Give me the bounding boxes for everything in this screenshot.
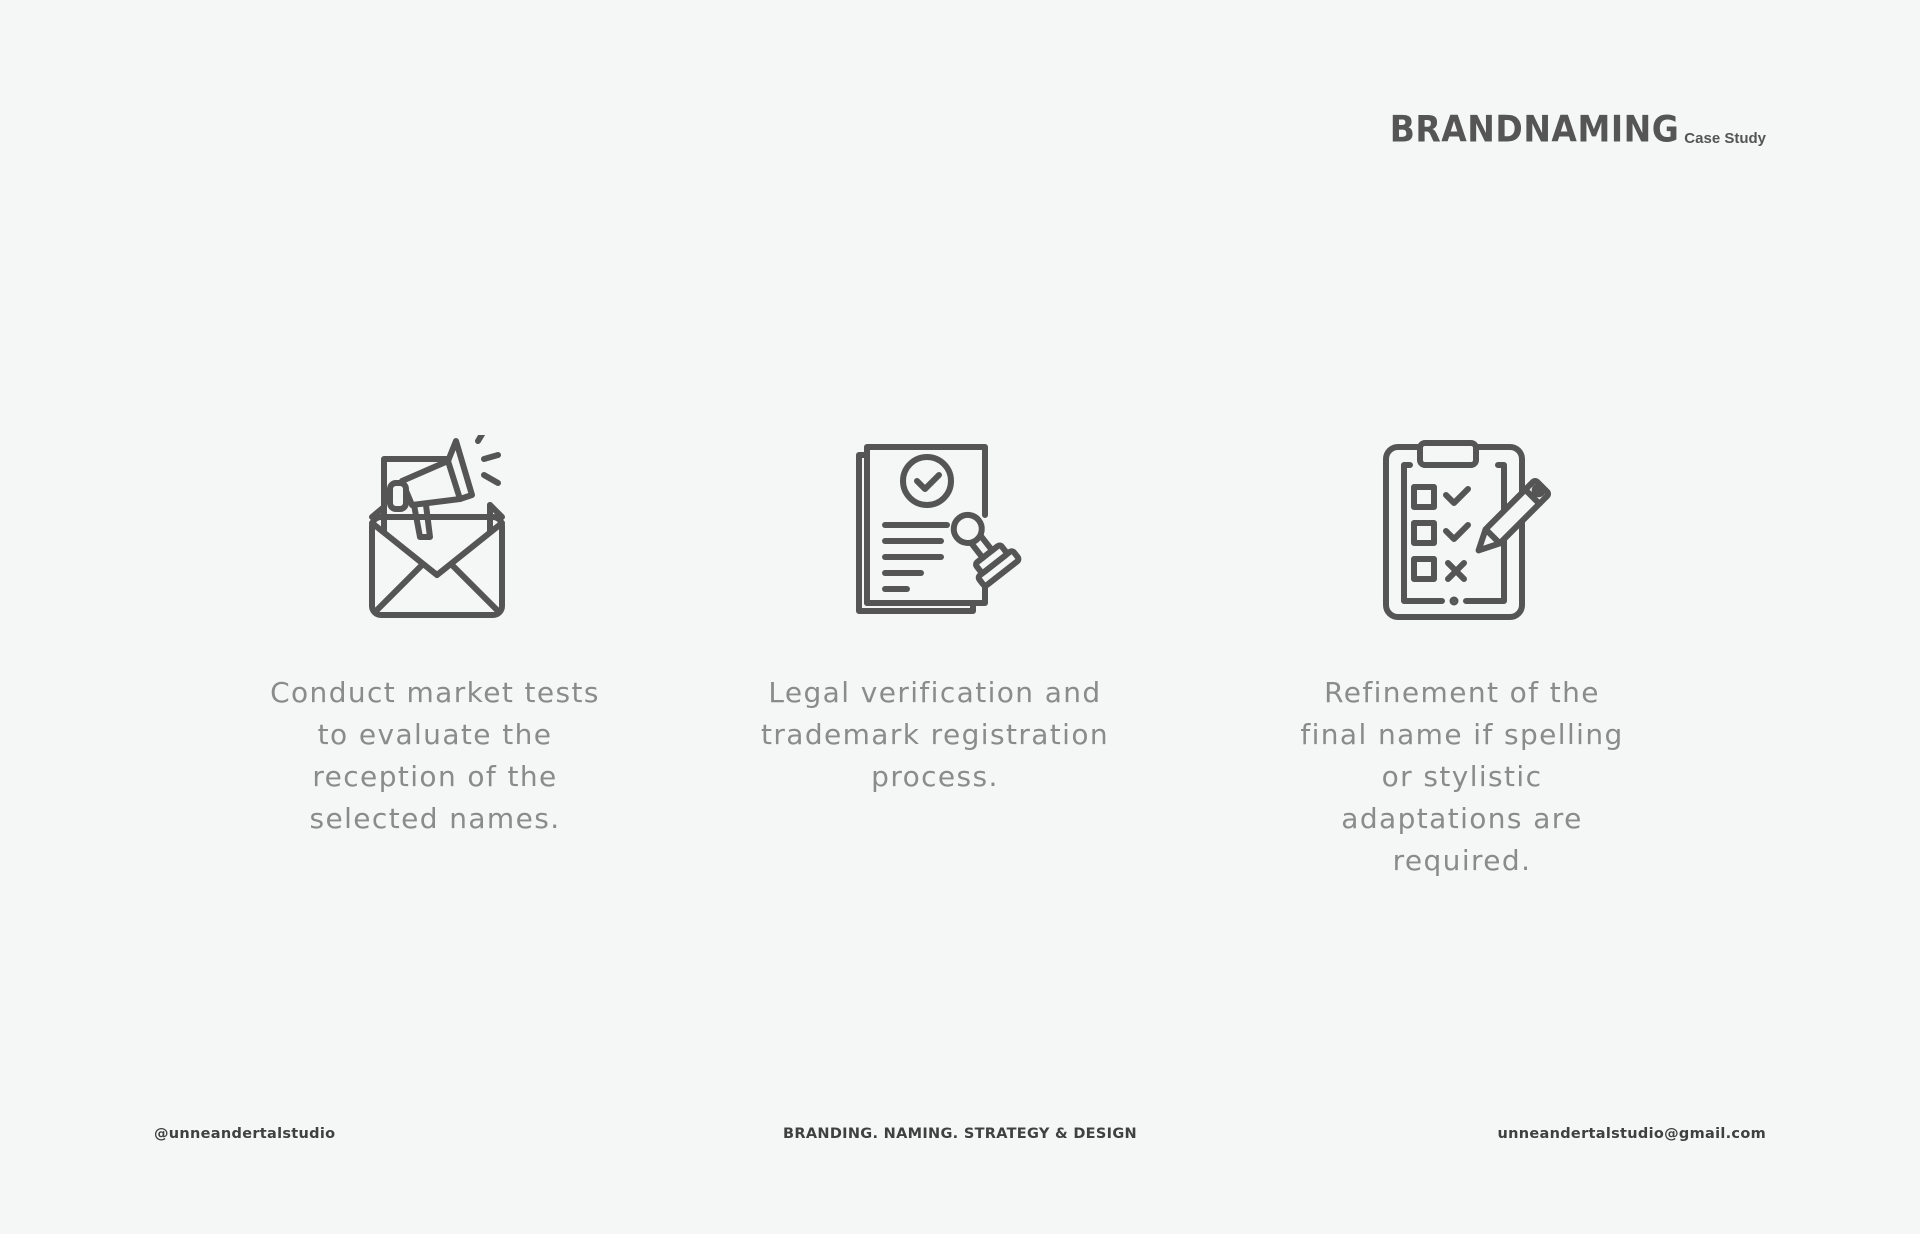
feature-legal-verification	[735, 430, 1135, 798]
brand-subtitle: Case Study	[1684, 130, 1766, 147]
email-link[interactable]: unneandertalstudio@gmail.com	[1497, 1126, 1766, 1142]
envelope-megaphone-icon	[335, 430, 535, 630]
brand-logo	[1389, 107, 1766, 151]
social-handle-link[interactable]: @unneandertalstudio	[154, 1126, 336, 1142]
clipboard-checklist-icon	[1362, 430, 1562, 630]
feature-description: Legal verification and trademark registration process.	[760, 676, 1110, 793]
document-stamp-icon	[835, 430, 1035, 630]
footer-tagline: BRANDING. NAMING. STRATEGY & DESIGN	[783, 1126, 1137, 1142]
feature-description: Refinement of the final name if spelling or stylistic adaptations are required.	[1300, 676, 1624, 877]
feature-name-refinement	[1262, 430, 1662, 882]
feature-market-tests	[235, 430, 635, 840]
feature-description: Conduct market tests to evaluate the reception of the selected names.	[270, 676, 600, 835]
brand-name: BRANDNAMING	[1389, 107, 1680, 151]
